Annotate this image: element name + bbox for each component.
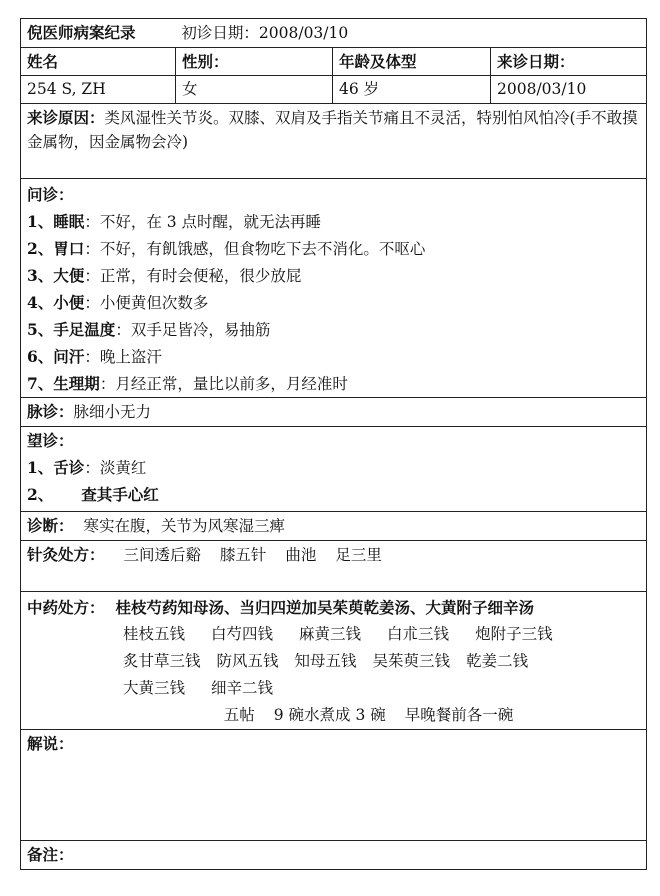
first-visit-date: 2008/03/10 — [258, 24, 349, 42]
acupuncture-point: 曲池 — [285, 546, 317, 564]
herbal-label: 中药处方： — [27, 598, 105, 617]
explanation-label: 解说： — [27, 734, 74, 753]
notes-row — [21, 841, 647, 870]
diagnosis-text: 寒实在腹，关节为风寒湿三痺 — [83, 517, 286, 535]
herb-item: 防风五钱 — [216, 652, 279, 670]
patient-info-row — [21, 76, 647, 104]
patient-visit-date: 2008/03/10 — [491, 76, 647, 104]
dosage-instructions — [27, 702, 640, 729]
inquiry-item: 7、生理期：月经正常，量比以前多，月经准时 — [27, 374, 348, 393]
herb-item: 桂枝五钱 — [123, 625, 186, 643]
acupuncture-point: 三间透后谿 — [123, 546, 201, 564]
herb-row — [27, 648, 640, 675]
herb-item: 麻黄三钱 — [299, 625, 362, 643]
inquiry-item: 3、大便：正常，有时会便秘，很少放屁 — [27, 266, 302, 285]
pulse-label: 脉诊： — [27, 402, 74, 421]
explanation-row — [21, 730, 647, 841]
herbal-formula: 桂枝芍药知母汤、当归四逆加吴茱萸乾姜汤、大黄附子细辛汤 — [115, 598, 534, 617]
notes-label: 备注： — [27, 845, 74, 864]
age-build-header: 年龄及体型 — [333, 48, 491, 76]
medical-record-sheet — [20, 18, 646, 870]
observation-label: 望诊： — [27, 431, 74, 450]
herb-item: 炮附子三钱 — [475, 625, 553, 643]
inquiry-label: 问诊： — [27, 185, 74, 204]
reason-text: 类风湿性关节炎。双膝、双肩及手指关节痛且不灵活，特别怕风怕冷(手不敢摸金属物，因金属物会冷) — [27, 109, 638, 151]
dosage-timing: 早晚餐前各一碗 — [404, 706, 514, 724]
herb-row — [27, 621, 640, 648]
acupuncture-point: 足三里 — [335, 546, 382, 564]
inquiry-item: 5、手足温度：双手足皆冷，易抽筋 — [27, 320, 271, 339]
inquiry-item: 4、小便：小便黄但次数多 — [27, 293, 209, 312]
herb-item: 细辛二钱 — [211, 679, 274, 697]
record-table — [20, 18, 647, 870]
visit-date-header: 来诊日期： — [491, 48, 647, 76]
observation-row — [21, 427, 647, 512]
acupuncture-label: 针灸处方： — [27, 545, 105, 564]
acupuncture-point: 膝五针 — [219, 546, 267, 564]
herb-row — [27, 675, 640, 702]
gender-header: 性别： — [176, 48, 333, 76]
patient-gender: 女 — [176, 76, 333, 104]
header-row — [21, 19, 647, 48]
dosage-preparation: 9 碗水煮成 3 碗 — [273, 706, 386, 724]
herb-item: 炙甘草三钱 — [123, 652, 201, 670]
inquiry-item: 2、胃口：不好，有飢饿感，但食物吃下去不消化。不呕心 — [27, 239, 426, 258]
dosage-packs: 五帖 — [223, 706, 255, 724]
herb-item: 吴茱萸三钱 — [372, 652, 451, 670]
inquiry-item: 6、问汗：晚上盗汗 — [27, 347, 162, 366]
reason-row — [21, 104, 647, 179]
patient-name: 254 S, ZH — [21, 76, 176, 104]
patient-header-row — [21, 48, 647, 76]
reason-label: 来诊原因： — [27, 108, 105, 127]
herb-item: 白芍四钱 — [211, 625, 274, 643]
herb-item: 乾姜二钱 — [466, 652, 529, 670]
diagnosis-row — [21, 512, 647, 541]
name-header: 姓名 — [21, 48, 176, 76]
acupuncture-row — [21, 541, 647, 592]
herb-item: 白朮三钱 — [387, 625, 450, 643]
patient-age: 46 岁 — [333, 76, 491, 104]
first-visit-label: 初诊日期： — [181, 24, 259, 42]
herb-item: 知母五钱 — [294, 652, 357, 670]
herbal-row — [21, 592, 647, 730]
observation-item: 2、 查其手心红 — [27, 485, 159, 504]
inquiry-row — [21, 179, 647, 398]
herb-item: 大黄三钱 — [123, 679, 186, 697]
pulse-text: 脉细小无力 — [73, 403, 152, 421]
inquiry-item: 1、睡眠：不好，在 3 点时醒，就无法再睡 — [27, 212, 322, 231]
diagnosis-label: 诊断： — [27, 516, 74, 535]
record-title: 倪医师病案纪录 — [27, 23, 136, 42]
observation-item: 1、舌诊：淡黄红 — [27, 458, 147, 477]
pulse-row — [21, 398, 647, 427]
